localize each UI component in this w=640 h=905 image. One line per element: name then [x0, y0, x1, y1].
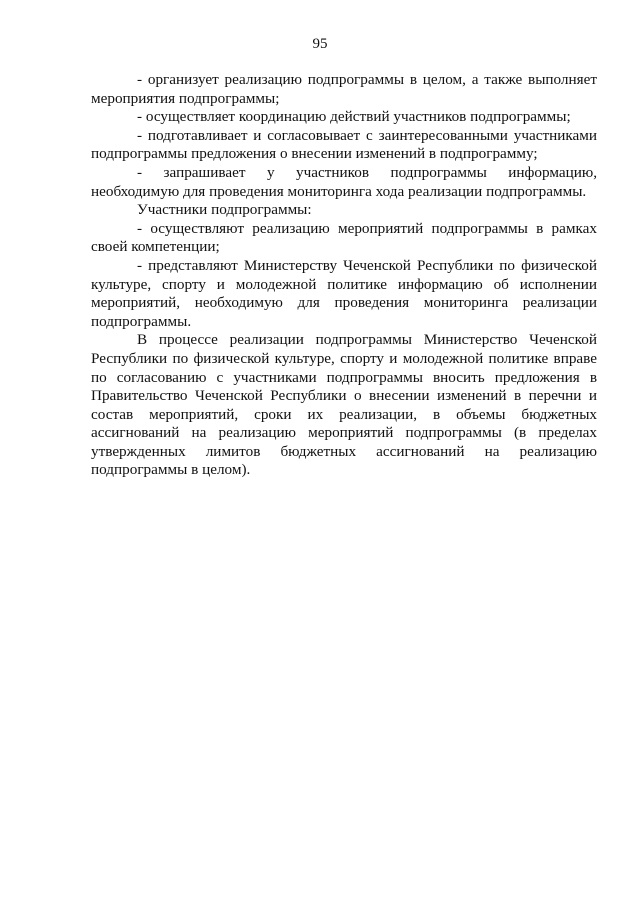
document-body [91, 71, 597, 480]
paragraph-participants-report: - представляют Министерству Чеченской Республики по физической культуре, спорту и молодежной политике информацию об исполнении мероприятий, необходимую для проведения мониторинга реализации подпрограммы. [91, 256, 597, 330]
paragraph-ministry-rights: В процессе реализации подпрограммы Министерство Чеченской Республики по физической культуре, спорту и молодежной политике вправе по согласованию с участниками подпрограммы вносить предложения в Правительство Чеченской Республики о внесении изменений в перечни и состав мероприятий, сроки их реализации, в объемы бюджетных ассигнований на реализацию мероприятий подпрограммы (в пределах утвержденных лимитов бюджетных ассигнований на реализацию подпрограммы в целом). [91, 331, 597, 479]
paragraph-organizes: - организует реализацию подпрограммы в целом, а также выполняет мероприятия подпрограммы; [91, 71, 597, 107]
paragraph-coordination: - осуществляет координацию действий участников подпрограммы; [137, 108, 571, 126]
paragraph-prepares-proposals: - подготавливает и согласовывает с заинтересованными участниками подпрограммы предложения о внесении изменений в подпрограмму; [91, 126, 597, 163]
paragraph-participants-heading: Участники подпрограммы: [137, 201, 312, 219]
page-number: 95 [312, 36, 328, 52]
paragraph-participants-implement: - осуществляют реализацию мероприятий подпрограммы в рамках своей компетенции; [91, 219, 597, 256]
paragraph-requests-information: - запрашивает у участников подпрограммы информацию, необходимую для проведения мониторинга хода реализации подпрограммы. [91, 163, 597, 200]
